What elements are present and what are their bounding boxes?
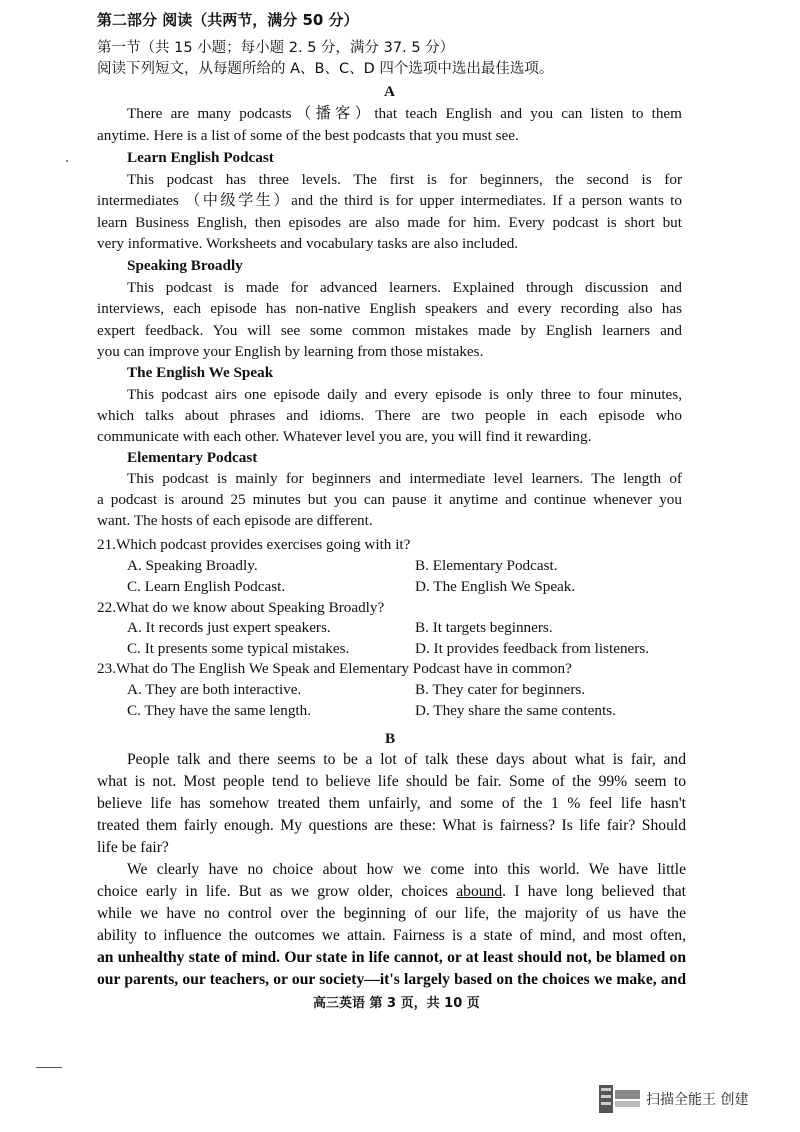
- podcast-desc-line: This podcast is mainly for beginners and intermediate level learners. The length of: [127, 470, 682, 487]
- passage-b-line: We clearly have no choice about how we come into this world. We have little: [127, 861, 686, 878]
- passage-b-line: an unhealthy state of mind. Our state in life cannot, or at least should not, be blamed on: [97, 949, 686, 966]
- passage-a-intro-line: There are many podcasts（播客）that teach English and you can listen to them: [127, 105, 682, 122]
- podcast-desc-line: you can improve your English by learning from those mistakes.: [97, 343, 484, 360]
- podcast-desc-line: want. The hosts of each episode are different.: [97, 512, 373, 529]
- passage-b-line: treated them fairly enough. My questions are these: What is fairness? Is life fair? Should: [97, 817, 686, 834]
- logo-stripe: [601, 1095, 611, 1098]
- podcast-desc-line: This podcast has three levels. The first is for beginners, the second is for: [127, 171, 682, 188]
- logo-block: [615, 1090, 640, 1099]
- question-21-option-b: B. Elementary Podcast.: [415, 557, 558, 574]
- scan-mark: [36, 1067, 62, 1068]
- question-22-option-b: B. It targets beginners.: [415, 619, 553, 636]
- passage-b-line-with-underline: [97, 881, 686, 903]
- passage-b-line: People talk and there seems to be a lot of talk these days about what is fair, and: [127, 751, 686, 768]
- podcast-desc-line: communicate with each other. Whatever level you are, you will find it rewarding.: [97, 428, 592, 445]
- section-heading: 第一节（共 15 小题；每小题 2. 5 分，满分 37. 5 分）: [97, 40, 455, 56]
- logo-block: [615, 1101, 640, 1107]
- question-21-option-a: A. Speaking Broadly.: [127, 557, 258, 574]
- question-23-stem: 23.What do The English We Speak and Elementary Podcast have in common?: [97, 660, 572, 677]
- passage-b-line: while we have no control over the beginning of our life, the majority of us have the: [97, 905, 686, 922]
- podcast-title-elementary: Elementary Podcast: [127, 449, 258, 466]
- scanner-logo-icon: [598, 1084, 642, 1114]
- passage-b-line: ability to influence the outcomes we attain. Fairness is a state of mind, and most often,: [97, 927, 686, 944]
- passage-a-letter: A: [384, 83, 395, 100]
- passage-b-line: what is not. Most people tend to believe life should be fair. Some of the 99% seem to: [97, 773, 686, 790]
- passage-b-text-segment: . I have long believed that: [502, 883, 686, 900]
- podcast-title-english-we-speak: The English We Speak: [127, 364, 274, 381]
- podcast-desc-line: This podcast airs one episode daily and every episode is only three to four minutes,: [127, 386, 682, 403]
- passage-a-intro-line: anytime. Here is a list of some of the best podcasts that you must see.: [97, 127, 519, 144]
- question-23-option-c: C. They have the same length.: [127, 702, 312, 719]
- podcast-title-speaking-broadly: Speaking Broadly: [127, 257, 243, 274]
- passage-b-letter: B: [385, 730, 396, 747]
- question-23-option-a: A. They are both interactive.: [127, 681, 302, 698]
- podcast-desc-line: a podcast is around 25 minutes but you can pause it anytime and continue whenever you: [97, 491, 682, 508]
- podcast-title-learn-english: Learn English Podcast: [127, 149, 274, 166]
- question-23-option-d: D. They share the same contents.: [415, 702, 616, 719]
- logo-stripe: [601, 1102, 611, 1105]
- podcast-desc-line: intermediates （中级学生）and the third is for upper intermediates. If a person wants to: [97, 192, 682, 209]
- passage-b-line: believe life has somehow treated them unfairly, and some of the 1 % feel life hasn't: [97, 795, 686, 812]
- podcast-desc-line: interviews, each episode has non-native English speakers and every recording also has: [97, 300, 682, 317]
- scan-speck: [66, 160, 68, 162]
- podcast-desc-line: very informative. Worksheets and vocabulary tasks are also included.: [97, 235, 519, 252]
- instruction-text: 阅读下列短文，从每题所给的 A、B、C、D 四个选项中选出最佳选项。: [97, 61, 554, 77]
- question-23-option-b: B. They cater for beginners.: [415, 681, 586, 698]
- question-22-stem: 22.What do we know about Speaking Broadly?: [97, 599, 385, 616]
- question-21-stem: 21.Which podcast provides exercises going with it?: [97, 536, 411, 553]
- question-21-option-c: C. Learn English Podcast.: [127, 578, 286, 595]
- part-heading: 第二部分 阅读（共两节，满分 50 分）: [97, 11, 359, 29]
- podcast-desc-line: This podcast is made for advanced learners. Explained through discussion and: [127, 279, 682, 296]
- passage-b-text-segment: choice early in life. But as we grow older, choices: [97, 883, 457, 900]
- scanner-watermark: 扫描全能王 创建: [646, 1092, 749, 1108]
- question-22-option-a: A. It records just expert speakers.: [127, 619, 331, 636]
- question-22-option-d: D. It provides feedback from listeners.: [415, 640, 650, 657]
- underlined-word-abound: abound: [456, 883, 503, 900]
- question-21-option-d: D. The English We Speak.: [415, 578, 576, 595]
- passage-b-line: life be fair?: [97, 839, 169, 856]
- passage-b-line: our parents, our teachers, or our society—it's largely based on the choices we make, and: [97, 971, 686, 988]
- logo-stripe: [601, 1088, 611, 1091]
- page-footer: 高三英语 第 3 页，共 10 页: [313, 996, 480, 1011]
- podcast-desc-line: which talks about phrases and idioms. There are two people in each episode who: [97, 407, 682, 424]
- question-22-option-c: C. It presents some typical mistakes.: [127, 640, 350, 657]
- podcast-desc-line: learn Business English, then episodes are also made for him. Every podcast is short but: [97, 214, 682, 231]
- podcast-desc-line: expert feedback. You will see some common mistakes made by English learners and: [97, 322, 682, 339]
